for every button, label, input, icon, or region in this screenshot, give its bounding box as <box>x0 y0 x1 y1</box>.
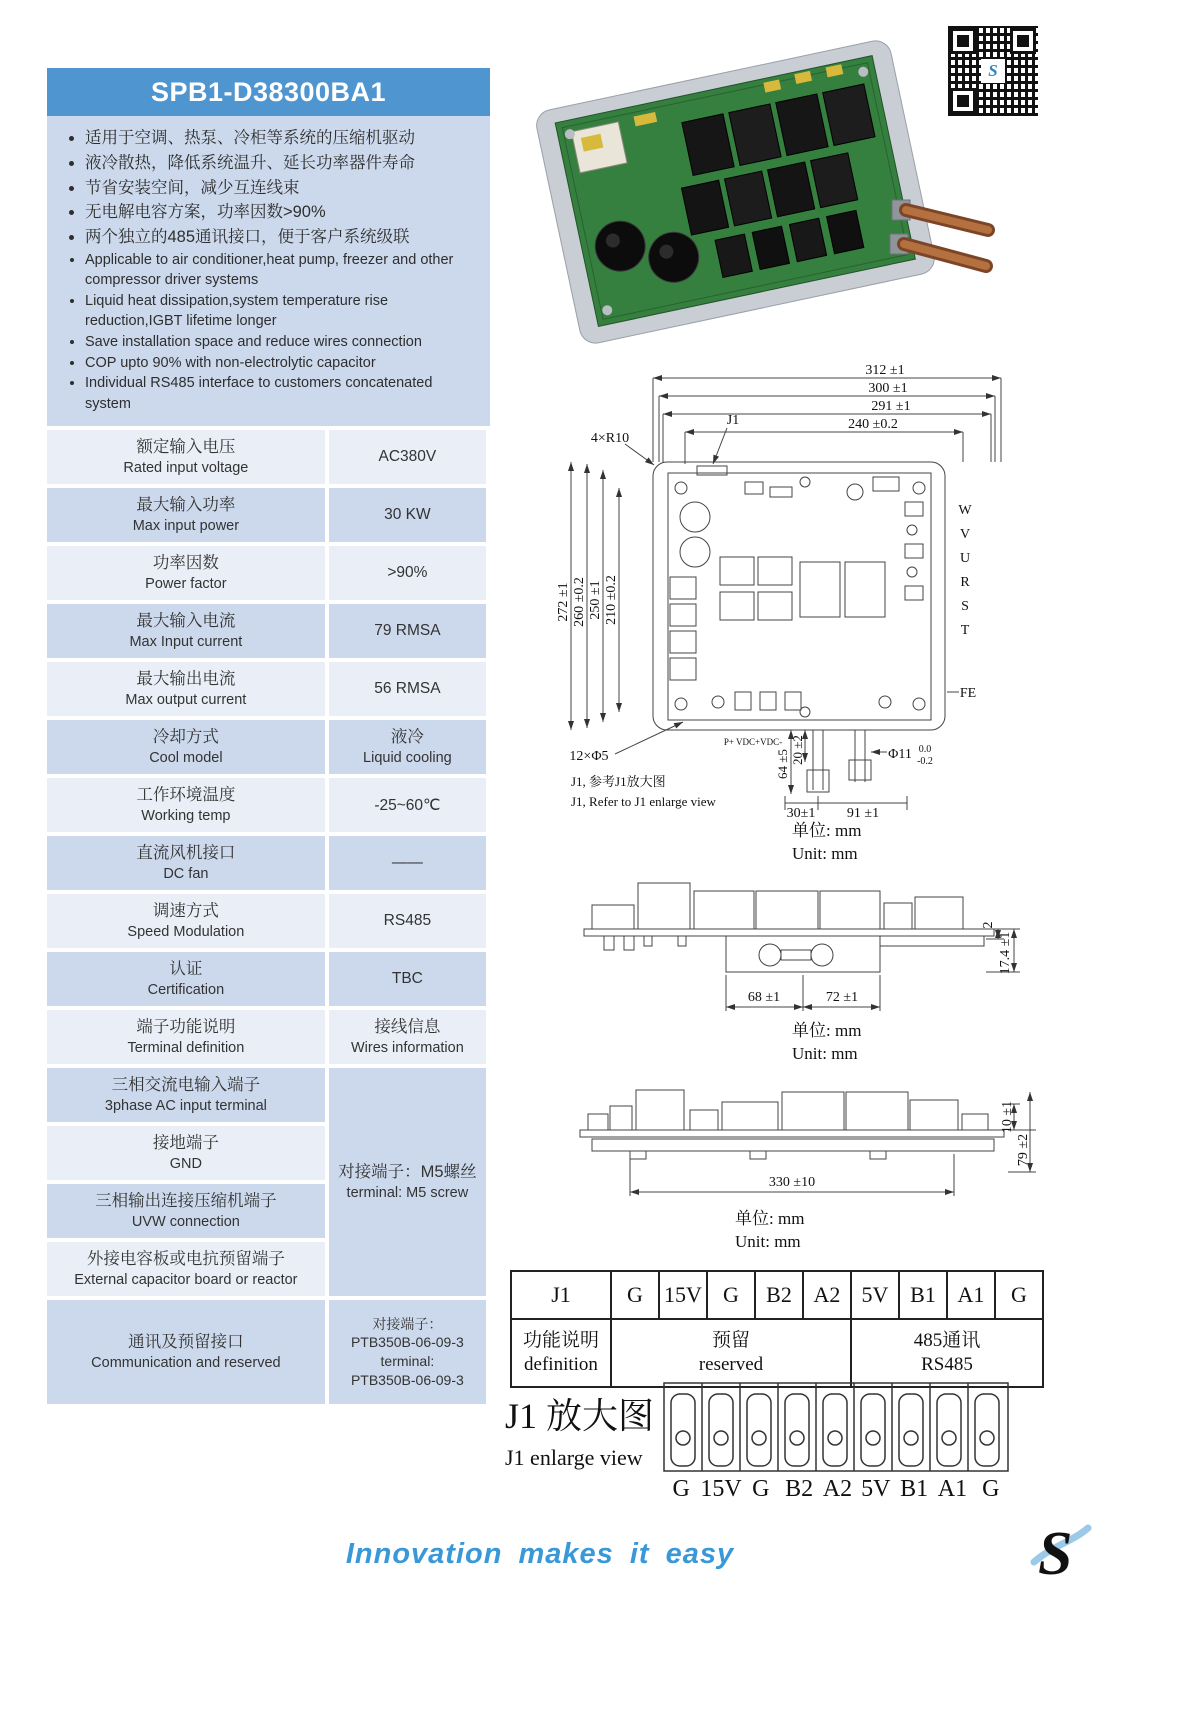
j1-pin-labels: G 15V G B2 A2 5V B1 A1 G <box>672 1476 1000 1502</box>
side-view-drawing-2 <box>570 1062 1042 1204</box>
spec-label: 直流风机接口 DC fan <box>47 836 325 890</box>
spec-row <box>47 662 486 716</box>
spec-value: 接线信息 Wires information <box>329 1010 486 1064</box>
svg-text:T: T <box>960 623 970 638</box>
pcb-photo <box>500 18 1005 368</box>
svg-text:240 ±0.2: 240 ±0.2 <box>848 417 898 432</box>
spec-label: 额定输入电压 Rated input voltage <box>47 430 325 484</box>
qr-finder-icon <box>1010 28 1036 54</box>
svg-text:312 ±1: 312 ±1 <box>865 363 905 378</box>
spec-label: 最大输入功率 Max input power <box>47 488 325 542</box>
spec-table <box>43 426 490 1408</box>
feature-item-en: • Liquid heat dissipation,system temperature rise reduction,IGBT lifetime longer <box>85 291 482 332</box>
svg-text:250 ±1: 250 ±1 <box>588 580 603 620</box>
spec-value-merged: 对接端子：M5螺丝 terminal: M5 screw <box>329 1068 486 1296</box>
spec-value: 56 RMSA <box>329 662 486 716</box>
spec-row <box>47 1068 486 1122</box>
svg-text:17.4 ±1: 17.4 ±1 <box>998 931 1013 975</box>
spec-row <box>47 894 486 948</box>
svg-text:72 ±1: 72 ±1 <box>825 990 859 1005</box>
spec-label: 认证 Certification <box>47 952 325 1006</box>
spec-value: 30 KW <box>329 488 486 542</box>
svg-text:FE: FE <box>959 686 977 701</box>
svg-text:-0.2: -0.2 <box>917 756 933 767</box>
spec-label: 功率因数 Power factor <box>47 546 325 600</box>
footer-tagline: Innovation makes it easy <box>345 1538 735 1570</box>
svg-text:V: V <box>959 527 971 542</box>
spec-value: 79 RMSA <box>329 604 486 658</box>
svg-text:U: U <box>959 551 971 566</box>
feature-item-en: • Save installation space and reduce wires connection <box>85 332 482 353</box>
spec-row <box>47 952 486 1006</box>
spec-value: -25~60℃ <box>329 778 486 832</box>
spec-row <box>47 1300 486 1404</box>
feature-item-cn: • 适用于空调、热泵、冷柜等系统的压缩机驱动 <box>85 126 482 151</box>
product-title: SPB1-D38300BA1 <box>47 68 490 116</box>
spec-value: 对接端子： PTB350B-06-09-3 terminal: PTB350B-06-09-3 <box>329 1300 486 1404</box>
qr-code <box>948 26 1038 116</box>
svg-text:0.0: 0.0 <box>918 744 932 755</box>
svg-text:2: 2 <box>981 921 996 929</box>
unit-label: 单位: mm Unit: mm <box>792 821 862 863</box>
svg-text:P+ VDC+VDC-: P+ VDC+VDC- <box>723 737 783 747</box>
svg-text:300 ±1: 300 ±1 <box>868 381 908 396</box>
j1-pin-table <box>510 1270 1044 1388</box>
svg-text:J1: J1 <box>726 413 740 428</box>
logo-letter: S <box>1038 1520 1073 1588</box>
svg-text:260 ±0.2: 260 ±0.2 <box>572 577 587 627</box>
features-list-cn <box>51 126 482 250</box>
side-view-drawing-1 <box>578 855 1023 1017</box>
spec-row <box>47 546 486 600</box>
spec-value: TBC <box>329 952 486 1006</box>
svg-text:30±1: 30±1 <box>786 806 816 817</box>
svg-text:R: R <box>960 575 970 590</box>
spec-row <box>47 1010 486 1064</box>
svg-text:Φ11: Φ11 <box>888 747 912 762</box>
spec-row <box>47 836 486 890</box>
svg-text:10 ±1: 10 ±1 <box>1000 1100 1015 1134</box>
j1-connector-drawing <box>662 1380 1010 1474</box>
j1-enlarge-title: J1 放大图 J1 enlarge view <box>505 1396 655 1470</box>
qr-logo-icon: S <box>981 59 1005 83</box>
svg-text:20 ±2: 20 ±2 <box>790 735 805 765</box>
spec-label: 接地端子 GND <box>47 1126 325 1180</box>
features-list-en <box>51 250 482 415</box>
svg-text:210 ±0.2: 210 ±0.2 <box>604 575 619 625</box>
feature-item-en: • Individual RS485 interface to customers concatenated system <box>85 373 482 414</box>
spec-row <box>47 604 486 658</box>
svg-text:64 ±5: 64 ±5 <box>775 749 790 779</box>
svg-text:68 ±1: 68 ±1 <box>747 990 781 1005</box>
feature-item-en: • Applicable to air conditioner,heat pump, freezer and other compressor driver systems <box>85 250 482 291</box>
spec-row <box>47 488 486 542</box>
svg-text:J1, 参考J1放大图: J1, 参考J1放大图 <box>571 774 666 789</box>
spec-label: 工作环境温度 Working temp <box>47 778 325 832</box>
svg-text:J1, Refer to J1 enlarge view: J1, Refer to J1 enlarge view <box>571 794 716 809</box>
spec-value: —— <box>329 836 486 890</box>
j1-header-row: J1 G 15V G B2 A2 5V B1 A1 G <box>511 1271 1043 1319</box>
svg-text:272 ±1: 272 ±1 <box>556 582 571 622</box>
svg-text:91 ±1: 91 ±1 <box>846 806 880 817</box>
spec-label: 三相输出连接压缩机端子 UVW connection <box>47 1184 325 1238</box>
feature-item-cn: • 节省安装空间，减少互连线束 <box>85 176 482 201</box>
spec-label: 通讯及预留接口 Communication and reserved <box>47 1300 325 1404</box>
svg-text:S: S <box>961 599 969 614</box>
spec-row <box>47 720 486 774</box>
spec-label: 最大输出电流 Max output current <box>47 662 325 716</box>
svg-text:W: W <box>958 503 972 518</box>
spec-row <box>47 778 486 832</box>
spec-value: RS485 <box>329 894 486 948</box>
spec-label: 最大输入电流 Max Input current <box>47 604 325 658</box>
top-view-drawing <box>555 362 1010 817</box>
svg-text:12×Φ5: 12×Φ5 <box>569 749 609 764</box>
spec-value: AC380V <box>329 430 486 484</box>
spec-row <box>47 430 486 484</box>
pcb-board-group <box>534 38 938 346</box>
spec-label: 调速方式 Speed Modulation <box>47 894 325 948</box>
svg-text:4×R10: 4×R10 <box>590 431 630 446</box>
spec-value: >90% <box>329 546 486 600</box>
feature-item-en: • COP upto 90% with non-electrolytic capacitor <box>85 353 482 374</box>
feature-item-cn: • 两个独立的485通讯接口，便于客户系统级联 <box>85 225 482 250</box>
features-panel <box>47 116 490 426</box>
spec-label: 三相交流电输入端子 3phase AC input terminal <box>47 1068 325 1122</box>
qr-finder-icon <box>950 28 976 54</box>
feature-item-cn: • 无电解电容方案，功率因数>90% <box>85 200 482 225</box>
svg-text:330 ±10: 330 ±10 <box>768 1175 816 1190</box>
left-column <box>47 68 490 1408</box>
unit-label: 单位: mm Unit: mm <box>792 1021 862 1063</box>
brand-logo <box>1022 1512 1100 1590</box>
svg-text:291 ±1: 291 ±1 <box>871 399 911 414</box>
feature-item-cn: • 液冷散热，降低系统温升、延长功率器件寿命 <box>85 151 482 176</box>
spec-label: 冷却方式 Cool model <box>47 720 325 774</box>
qr-finder-icon <box>950 88 976 114</box>
svg-text:79 ±2: 79 ±2 <box>1016 1133 1031 1167</box>
spec-label: 外接电容板或电抗预留端子 External capacitor board or reactor <box>47 1242 325 1296</box>
j1-function-row: 功能说明 definition 预留 reserved 485通讯 RS485 <box>511 1319 1043 1387</box>
spec-label: 端子功能说明 Terminal definition <box>47 1010 325 1064</box>
spec-value: 液冷 Liquid cooling <box>329 720 486 774</box>
unit-label: 单位: mm Unit: mm <box>735 1209 805 1251</box>
